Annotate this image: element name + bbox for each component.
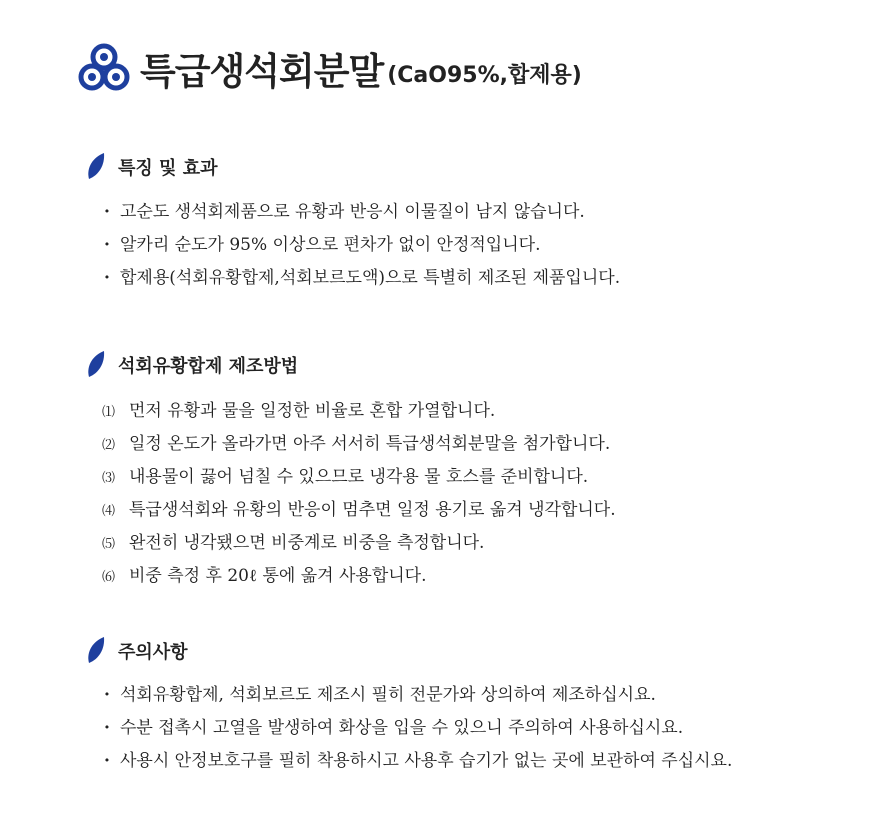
list-item: · 고순도 생석회제품으로 유황과 반응시 이물질이 남지 않습니다. (104, 196, 620, 229)
list-item: ⑶ 내용물이 끓어 넘칠 수 있으므로 냉각용 물 호스를 준비합니다. (102, 467, 589, 487)
section-method-heading (86, 350, 298, 380)
page-header (76, 38, 582, 98)
page-subtitle: (CaO95%,합제용) (387, 62, 582, 88)
section-title: 석회유황합제 제조방법 (118, 356, 299, 377)
list-item: ⑹ 비중 측정 후 20ℓ 통에 옮겨 사용합니다. (102, 566, 427, 586)
bullet: · (104, 202, 110, 222)
section-title: 주의사항 (118, 642, 188, 663)
bullet: · (104, 718, 110, 738)
leaf-icon (86, 636, 106, 666)
list-item: ⑸ 완전히 냉각됐으면 비중계로 비중을 측정합니다. (102, 533, 485, 553)
leaf-icon (86, 350, 106, 380)
section-caution-heading (86, 636, 188, 666)
method-steps-list (102, 395, 616, 593)
list-item: · 사용시 안정보호구를 필히 착용하시고 사용후 습기가 없는 곳에 보관하여 주십시요. (104, 745, 732, 778)
page-title: 특급생석회분말 (140, 50, 384, 93)
list-item: ⑵ 일정 온도가 올라가면 아주 서서히 특급생석회분말을 첨가합니다. (102, 434, 611, 454)
caution-list (104, 679, 732, 778)
list-item: · 합제용(석회유황합제,석회보르도액)으로 특별히 제조된 제품입니다. (104, 262, 620, 295)
bullet: · (104, 235, 110, 255)
list-item: ⑷ 특급생석회와 유황의 반응이 멈추면 일정 용기로 옮겨 냉각합니다. (102, 500, 616, 520)
features-list (104, 196, 620, 295)
company-logo (76, 40, 132, 96)
section-features-heading (86, 152, 217, 182)
bullet: · (104, 685, 110, 705)
list-item: ⑴ 먼저 유황과 물을 일정한 비율로 혼합 가열합니다. (102, 401, 496, 421)
bullet: · (104, 268, 110, 288)
leaf-icon (86, 152, 106, 182)
list-item: · 수분 접촉시 고열을 발생하여 화상을 입을 수 있으니 주의하여 사용하십시요. (104, 712, 732, 745)
list-item: · 알카리 순도가 95% 이상으로 편차가 없이 안정적입니다. (104, 229, 620, 262)
bullet: · (104, 751, 110, 771)
section-title: 특징 및 효과 (118, 158, 218, 179)
list-item: · 석회유황합제, 석회보르도 제조시 필히 전문가와 상의하여 제조하십시요. (104, 679, 732, 712)
